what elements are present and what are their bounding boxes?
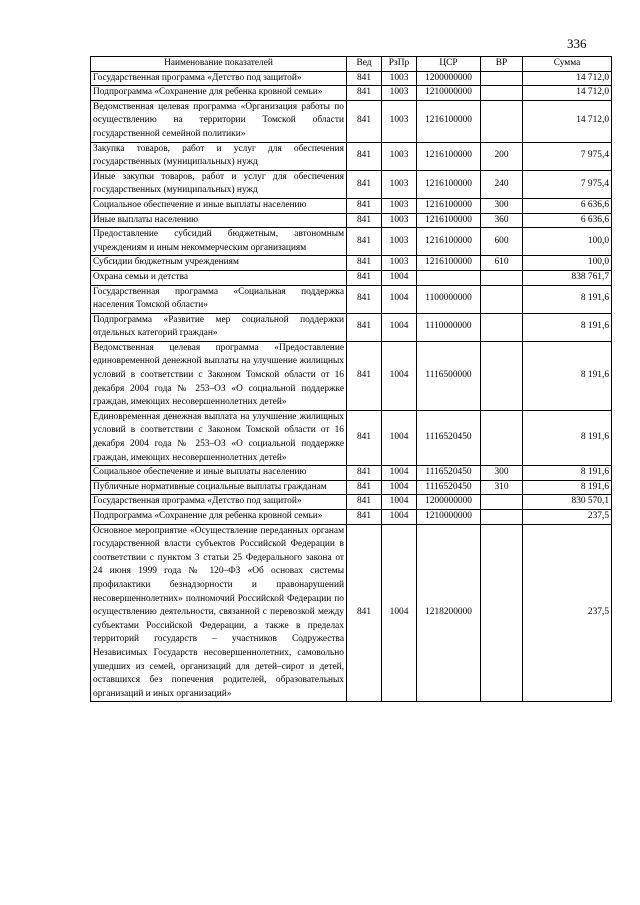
- csr-code-cell: 1116520450: [417, 480, 481, 495]
- rzpr-code-cell: 1003: [382, 71, 417, 86]
- indicator-name-cell: Ведомственная целевая программа «Предоставление единовременной денежной выплаты на улучшение жилищных условий в соответствии с Законом Томской области от 16 декабря 2004 года № 253–ОЗ «О социальной поддержке граждан, имеющих несовершеннолетних детей»: [91, 341, 347, 410]
- table-row: [91, 410, 612, 465]
- table-row: [91, 510, 612, 525]
- rzpr-code-cell: 1004: [382, 480, 417, 495]
- csr-code-cell: 1116520450: [417, 410, 481, 465]
- csr-code-cell: 1210000000: [417, 510, 481, 525]
- amount-cell: 838 761,7: [523, 270, 612, 285]
- ved-code-cell: 841: [347, 228, 382, 256]
- table-row: [91, 256, 612, 271]
- vr-code-cell: [481, 270, 523, 285]
- indicator-name-cell: Социальное обеспечение и иные выплаты населению: [91, 198, 347, 213]
- rzpr-code-cell: 1004: [382, 285, 417, 313]
- ved-code-cell: 841: [347, 170, 382, 198]
- indicator-name-cell: Подпрограмма «Сохранение для ребенка кровной семьи»: [91, 86, 347, 101]
- csr-code-cell: 1216100000: [417, 100, 481, 142]
- amount-cell: 8 191,6: [523, 341, 612, 410]
- csr-code-cell: 1110000000: [417, 313, 481, 341]
- vr-code-cell: 200: [481, 142, 523, 170]
- vr-code-cell: 240: [481, 170, 523, 198]
- csr-code-cell: 1116500000: [417, 341, 481, 410]
- vr-code-cell: [481, 410, 523, 465]
- rzpr-code-cell: 1004: [382, 410, 417, 465]
- indicator-name-cell: Подпрограмма «Развитие мер социальной поддержки отдельных категорий граждан»: [91, 313, 347, 341]
- table-row: [91, 86, 612, 101]
- indicator-name-cell: Подпрограмма «Сохранение для ребенка кровной семьи»: [91, 510, 347, 525]
- vr-code-cell: [481, 313, 523, 341]
- csr-code-cell: 1200000000: [417, 495, 481, 510]
- vr-code-cell: [481, 100, 523, 142]
- budget-table: [90, 56, 612, 702]
- amount-cell: 8 191,6: [523, 480, 612, 495]
- indicator-name-cell: Государственная программа «Социальная поддержка населения Томской области»: [91, 285, 347, 313]
- csr-code-cell: 1100000000: [417, 285, 481, 313]
- csr-code-cell: 1216100000: [417, 170, 481, 198]
- amount-cell: 8 191,6: [523, 466, 612, 481]
- amount-cell: 100,0: [523, 256, 612, 271]
- indicator-name-cell: Охрана семьи и детства: [91, 270, 347, 285]
- csr-code-cell: 1216100000: [417, 198, 481, 213]
- rzpr-code-cell: 1003: [382, 142, 417, 170]
- ved-code-cell: 841: [347, 524, 382, 702]
- amount-cell: 8 191,6: [523, 313, 612, 341]
- rzpr-code-cell: 1004: [382, 313, 417, 341]
- table-row: [91, 142, 612, 170]
- rzpr-code-cell: 1004: [382, 341, 417, 410]
- column-header-sum: Сумма: [523, 57, 612, 72]
- column-header-csr: ЦСР: [417, 57, 481, 72]
- ved-code-cell: 841: [347, 256, 382, 271]
- amount-cell: 6 636,6: [523, 198, 612, 213]
- indicator-name-cell: Ведомственная целевая программа «Организация работы по осуществлению на территории Томской области государственной семейной политики»: [91, 100, 347, 142]
- indicator-name-cell: Основное мероприятие «Осуществление переданных органам государственной власти субъектов Российской Федерации в соответствии с пунктом 3 статьи 25 Федерального закона от 24 июня 1999 года № 120–ФЗ «Об основах системы профилактики безнадзорности и правонарушений несовершеннолетних» полномочий Российской Федерации по осуществлению деятельности, связанной с перевозкой между субъектами Российской Федерации, а также в пределах территорий государств – участников Содружества Независимых Государств несовершеннолетних, самовольно ушедших из семей, организаций для детей–сирот и детей, оставшихся без попечения родителей, образовательных организаций и иных организаций»: [91, 524, 347, 702]
- indicator-name-cell: Государственная программа «Детство под защитой»: [91, 495, 347, 510]
- table-row: [91, 285, 612, 313]
- table-row: [91, 341, 612, 410]
- csr-code-cell: 1210000000: [417, 86, 481, 101]
- table-row: [91, 71, 612, 86]
- rzpr-code-cell: 1004: [382, 495, 417, 510]
- indicator-name-cell: Закупка товаров, работ и услуг для обеспечения государственных (муниципальных) нужд: [91, 142, 347, 170]
- csr-code-cell: 1218200000: [417, 524, 481, 702]
- amount-cell: 237,5: [523, 510, 612, 525]
- amount-cell: 8 191,6: [523, 410, 612, 465]
- ved-code-cell: 841: [347, 285, 382, 313]
- indicator-name-cell: Предоставление субсидий бюджетным, автономным учреждениям и иным некоммерческим организациям: [91, 228, 347, 256]
- vr-code-cell: 300: [481, 466, 523, 481]
- amount-cell: 830 570,1: [523, 495, 612, 510]
- csr-code-cell: 1216100000: [417, 142, 481, 170]
- vr-code-cell: [481, 86, 523, 101]
- ved-code-cell: 841: [347, 213, 382, 228]
- amount-cell: 100,0: [523, 228, 612, 256]
- rzpr-code-cell: 1003: [382, 198, 417, 213]
- rzpr-code-cell: 1004: [382, 524, 417, 702]
- column-header-rzpr: РзПр: [382, 57, 417, 72]
- ved-code-cell: 841: [347, 313, 382, 341]
- ved-code-cell: 841: [347, 495, 382, 510]
- vr-code-cell: 310: [481, 480, 523, 495]
- amount-cell: 6 636,6: [523, 213, 612, 228]
- rzpr-code-cell: 1004: [382, 270, 417, 285]
- vr-code-cell: 600: [481, 228, 523, 256]
- rzpr-code-cell: 1004: [382, 510, 417, 525]
- indicator-name-cell: Единовременная денежная выплата на улучшение жилищных условий в соответствии с Законом Томской области от 16 декабря 2004 года № 253–ОЗ «О социальной поддержке граждан, имеющих несовершеннолетних детей»: [91, 410, 347, 465]
- table-row: [91, 480, 612, 495]
- vr-code-cell: 300: [481, 198, 523, 213]
- rzpr-code-cell: 1004: [382, 466, 417, 481]
- vr-code-cell: [481, 71, 523, 86]
- table-row: [91, 270, 612, 285]
- amount-cell: 14 712,0: [523, 71, 612, 86]
- ved-code-cell: 841: [347, 100, 382, 142]
- amount-cell: 14 712,0: [523, 86, 612, 101]
- ved-code-cell: 841: [347, 510, 382, 525]
- table-row: [91, 313, 612, 341]
- indicator-name-cell: Иные закупки товаров, работ и услуг для обеспечения государственных (муниципальных) нужд: [91, 170, 347, 198]
- column-header-name: Наименование показателей: [91, 57, 347, 72]
- table-row: [91, 495, 612, 510]
- ved-code-cell: 841: [347, 270, 382, 285]
- csr-code-cell: 1216100000: [417, 256, 481, 271]
- page-number: 336: [567, 36, 587, 51]
- indicator-name-cell: Публичные нормативные социальные выплаты гражданам: [91, 480, 347, 495]
- rzpr-code-cell: 1003: [382, 228, 417, 256]
- vr-code-cell: [481, 524, 523, 702]
- table-row: [91, 524, 612, 702]
- amount-cell: 7 975,4: [523, 170, 612, 198]
- ved-code-cell: 841: [347, 410, 382, 465]
- rzpr-code-cell: 1003: [382, 256, 417, 271]
- table-row: [91, 228, 612, 256]
- amount-cell: 237,5: [523, 524, 612, 702]
- rzpr-code-cell: 1003: [382, 170, 417, 198]
- vr-code-cell: [481, 285, 523, 313]
- vr-code-cell: [481, 510, 523, 525]
- ved-code-cell: 841: [347, 466, 382, 481]
- table-row: [91, 198, 612, 213]
- indicator-name-cell: Иные выплаты населению: [91, 213, 347, 228]
- csr-code-cell: 1216100000: [417, 228, 481, 256]
- ved-code-cell: 841: [347, 71, 382, 86]
- ved-code-cell: 841: [347, 86, 382, 101]
- ved-code-cell: 841: [347, 341, 382, 410]
- csr-code-cell: 1216100000: [417, 213, 481, 228]
- table-row: [91, 170, 612, 198]
- rzpr-code-cell: 1003: [382, 100, 417, 142]
- column-header-vr: ВР: [481, 57, 523, 72]
- ved-code-cell: 841: [347, 480, 382, 495]
- vr-code-cell: [481, 341, 523, 410]
- column-header-ved: Вед: [347, 57, 382, 72]
- indicator-name-cell: Субсидии бюджетным учреждениям: [91, 256, 347, 271]
- vr-code-cell: 360: [481, 213, 523, 228]
- amount-cell: 14 712,0: [523, 100, 612, 142]
- table-row: [91, 466, 612, 481]
- vr-code-cell: 610: [481, 256, 523, 271]
- table-row: [91, 100, 612, 142]
- csr-code-cell: 1116520450: [417, 466, 481, 481]
- indicator-name-cell: Социальное обеспечение и иные выплаты населению: [91, 466, 347, 481]
- csr-code-cell: [417, 270, 481, 285]
- rzpr-code-cell: 1003: [382, 86, 417, 101]
- csr-code-cell: 1200000000: [417, 71, 481, 86]
- ved-code-cell: 841: [347, 198, 382, 213]
- ved-code-cell: 841: [347, 142, 382, 170]
- table-header-row: [91, 57, 612, 72]
- rzpr-code-cell: 1003: [382, 213, 417, 228]
- table-row: [91, 213, 612, 228]
- amount-cell: 7 975,4: [523, 142, 612, 170]
- indicator-name-cell: Государственная программа «Детство под защитой»: [91, 71, 347, 86]
- amount-cell: 8 191,6: [523, 285, 612, 313]
- vr-code-cell: [481, 495, 523, 510]
